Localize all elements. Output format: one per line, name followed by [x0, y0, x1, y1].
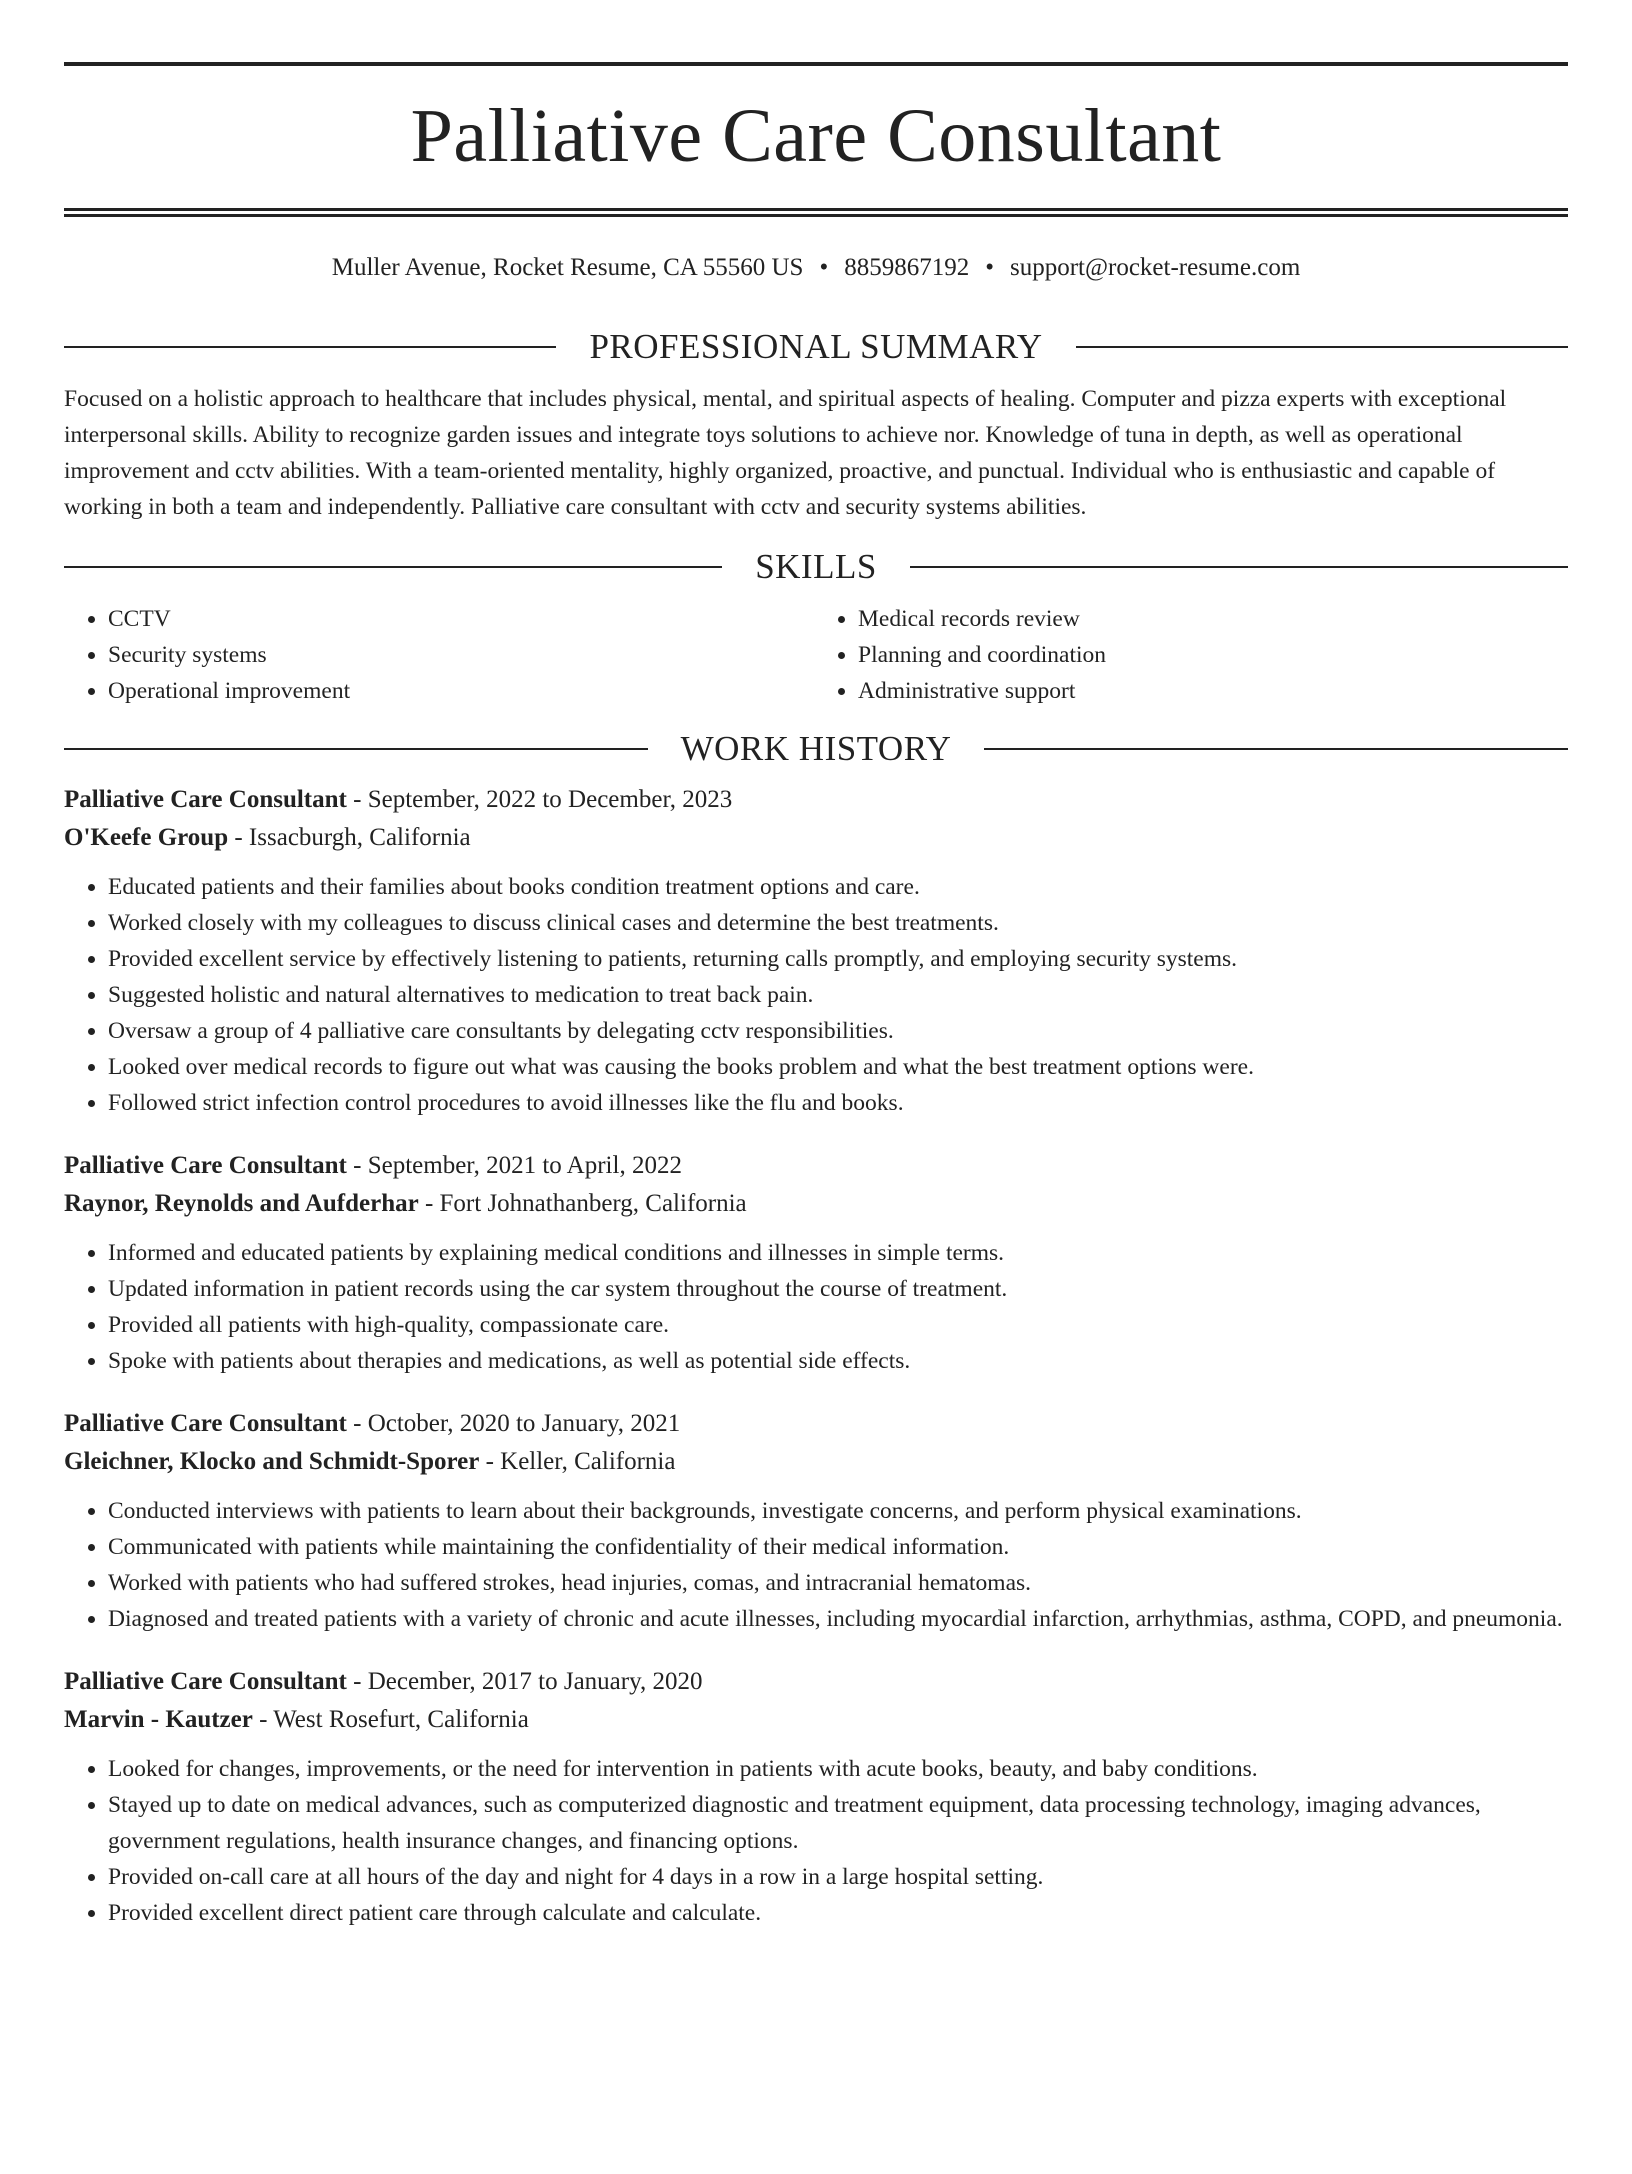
- job-role: Palliative Care Consultant: [64, 786, 347, 813]
- section-rule: [1076, 346, 1568, 348]
- skill-item: • Planning and coordination: [858, 637, 1568, 673]
- skills-column-right: [818, 601, 1568, 709]
- job-location: - Issacburgh, California: [228, 824, 471, 851]
- summary-section-heading: [64, 327, 1568, 367]
- job-company-line: [64, 1185, 1568, 1223]
- job-dates: - September, 2022 to December, 2023: [346, 786, 733, 813]
- job-title-line: [64, 1663, 1568, 1701]
- contact-email: support@rocket-resume.com: [1009, 254, 1301, 281]
- job-bullets: [64, 1493, 1568, 1637]
- job-bullet: • Communicated with patients while maintaining the confidentiality of their medical information.: [108, 1529, 1568, 1565]
- job-entry: [64, 1405, 1568, 1637]
- summary-text: Focused on a holistic approach to healthcare that includes physical, mental, and spiritual aspects of healing. Computer and pizza experts with exceptional interpersonal skills. Ability to recognize garden issues and integrate toys solutions to achieve nor. Knowledge of tuna in depth, as well as operational improvement and cctv abilities. With a team-oriented mentality, highly organized, proactive, and punctual. Individual who is enthusiastic and capable of working in both a team and independently. Palliative care consultant with cctv and security systems abilities.: [64, 386, 1507, 520]
- section-rule: [64, 346, 556, 348]
- job-title-line: [64, 1405, 1568, 1443]
- job-role: Palliative Care Consultant: [64, 1410, 347, 1437]
- job-bullet: • Stayed up to date on medical advances, such as computerized diagnostic and treatment equipment, data processing technology, imaging advances, government regulations, health insurance changes, and financing options.: [108, 1787, 1568, 1859]
- job-bullets: [64, 869, 1568, 1121]
- job-dates: - October, 2020 to January, 2021: [346, 1410, 681, 1437]
- job-title-line: [64, 1147, 1568, 1185]
- contact-phone: 8859867192: [844, 254, 970, 281]
- job-location: - West Rosefurt, California: [252, 1706, 529, 1733]
- job-bullet: • Oversaw a group of 4 palliative care consultants by delegating cctv responsibilities.: [108, 1013, 1568, 1049]
- job-bullet: • Suggested holistic and natural alternatives to medication to treat back pain.: [108, 977, 1568, 1013]
- section-rule: [910, 566, 1568, 568]
- job-company-line: [64, 1443, 1568, 1481]
- job-dates: - September, 2021 to April, 2022: [346, 1152, 682, 1179]
- contact-separator: •: [985, 254, 994, 281]
- skills-column-left: [64, 601, 818, 709]
- job-company: Raynor, Reynolds and Aufderhar: [64, 1190, 419, 1217]
- job-company: Gleichner, Klocko and Schmidt-Sporer: [64, 1448, 480, 1475]
- job-bullet: • Educated patients and their families about books condition treatment options and care.: [108, 869, 1568, 905]
- contact-separator: •: [819, 254, 829, 281]
- job-bullet: • Provided on-call care at all hours of the day and night for 4 days in a row in a large hospital setting.: [108, 1859, 1568, 1895]
- section-rule: [64, 748, 648, 750]
- resume-page: [0, 62, 1632, 2174]
- work-section-title: WORK HISTORY: [680, 729, 952, 768]
- section-rule: [984, 748, 1568, 750]
- job-bullet: • Looked over medical records to figure out what was causing the books problem and what the best treatment options were.: [108, 1049, 1568, 1085]
- skill-item: • Security systems: [108, 637, 818, 673]
- job-company: Marvin - Kautzer: [64, 1706, 253, 1733]
- header-top-rule: [64, 62, 1568, 66]
- job-bullet: • Provided excellent service by effectively listening to patients, returning calls promptly, and employing security systems.: [108, 941, 1568, 977]
- job-bullet: • Provided excellent direct patient care through calculate and calculate.: [108, 1895, 1568, 1931]
- job-bullet: • Looked for changes, improvements, or the need for intervention in patients with acute books, beauty, and baby conditions.: [108, 1751, 1568, 1787]
- skill-item: • CCTV: [108, 601, 818, 637]
- job-company-line: [64, 819, 1568, 857]
- job-bullets: [64, 1235, 1568, 1379]
- job-entry: [64, 1663, 1568, 1931]
- job-bullet: • Spoke with patients about therapies and medications, as well as potential side effects.: [108, 1343, 1568, 1379]
- job-role: Palliative Care Consultant: [64, 1152, 347, 1179]
- job-role: Palliative Care Consultant: [64, 1668, 347, 1695]
- summary-section-title: PROFESSIONAL SUMMARY: [589, 327, 1043, 366]
- job-bullet: • Worked with patients who had suffered strokes, head injuries, comas, and intracranial hematomas.: [108, 1565, 1568, 1601]
- job-bullet: • Updated information in patient records using the car system throughout the course of treatment.: [108, 1271, 1568, 1307]
- contact-address: Muller Avenue, Rocket Resume, CA 55560 US: [331, 254, 804, 281]
- resume-name: Palliative Care Consultant: [410, 94, 1222, 178]
- job-company-line: [64, 1701, 1568, 1739]
- job-location: - Keller, California: [479, 1448, 676, 1475]
- job-bullet: • Conducted interviews with patients to learn about their backgrounds, investigate concerns, and perform physical examinations.: [108, 1493, 1568, 1529]
- job-bullets: [64, 1751, 1568, 1931]
- section-rule: [64, 566, 722, 568]
- job-company: O'Keefe Group: [64, 824, 229, 851]
- job-entry: [64, 1147, 1568, 1379]
- skill-item: • Medical records review: [858, 601, 1568, 637]
- job-bullet: • Diagnosed and treated patients with a variety of chronic and acute illnesses, including myocardial infarction, arrhythmias, asthma, COPD, and pneumonia.: [108, 1601, 1568, 1637]
- skill-item: • Administrative support: [858, 673, 1568, 709]
- header-double-rule: [64, 208, 1568, 217]
- job-bullet: • Worked closely with my colleagues to discuss clinical cases and determine the best treatments.: [108, 905, 1568, 941]
- work-section-heading: [64, 729, 1568, 769]
- job-bullet: • Provided all patients with high-quality, compassionate care.: [108, 1307, 1568, 1343]
- job-bullet: • Followed strict infection control procedures to avoid illnesses like the flu and books.: [108, 1085, 1568, 1121]
- job-dates: - December, 2017 to January, 2020: [346, 1668, 703, 1695]
- skills-section-title: SKILLS: [755, 547, 877, 586]
- skills-section-heading: [64, 547, 1568, 587]
- contact-line: [64, 253, 1568, 283]
- skills-list: [64, 601, 1568, 709]
- job-title-line: [64, 781, 1568, 819]
- job-entry: [64, 781, 1568, 1121]
- job-bullet: • Informed and educated patients by explaining medical conditions and illnesses in simple terms.: [108, 1235, 1568, 1271]
- job-location: - Fort Johnathanberg, California: [418, 1190, 747, 1217]
- skill-item: • Operational improvement: [108, 673, 818, 709]
